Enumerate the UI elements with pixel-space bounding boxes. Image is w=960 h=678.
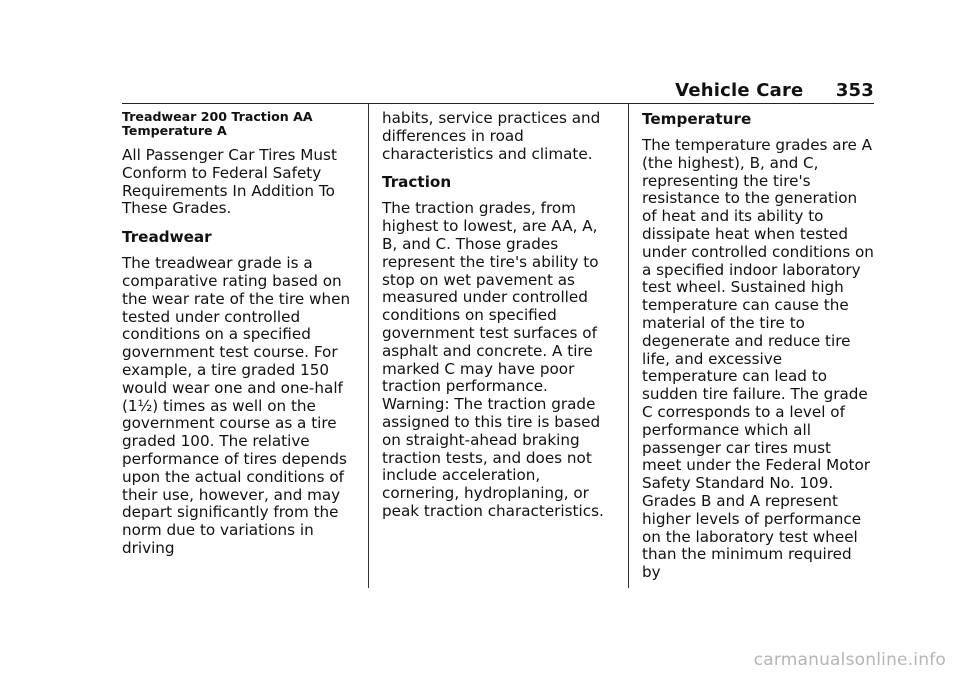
column-2 — [382, 110, 614, 531]
page-number: 353 — [835, 80, 874, 101]
traction-heading: Traction — [382, 173, 452, 192]
grade-example-line: Treadwear 200 Traction AA Temperature A — [122, 109, 313, 138]
header-rule — [122, 103, 874, 104]
column-divider-1 — [368, 104, 369, 588]
watermark: carmanualsonline.info — [753, 650, 946, 670]
page-header — [122, 80, 874, 104]
treadwear-paragraph: The treadwear grade is a comparative rating based on the wear rate of the tire when tested under controlled conditions on a specified government test course. For example, a tire graded 150 would wear one and one-half (1½) times as well on the government course as a tire graded 100. The relative performance of tires depends upon the actual conditions of their use, however, and may depart significantly from the norm due to variations in driving — [122, 254, 351, 557]
column-divider-2 — [628, 104, 629, 588]
temperature-paragraph: The temperature grades are A (the highest), B, and C, representing the tire's resistance to the generation of heat and its ability to dissipate heat when tested under controlled conditions on a specified indoor laboratory test wheel. Sustained high temperature can cause the material of the tire to degenerate and reduce tire life, and excessive temperature can lead to sudden tire failure. The grade C corresponds to a level of performance which all passenger car tires must meet under the Federal Motor Safety Standard No. 109. Grades B and A represent higher levels of performance on the laboratory test wheel than the minimum required by — [642, 136, 874, 582]
header-title — [675, 80, 874, 101]
treadwear-heading: Treadwear — [122, 228, 212, 247]
conform-paragraph: All Passenger Car Tires Must Conform to Federal Safety Requirements In Addition To These Grades. — [122, 146, 337, 218]
continuation-paragraph: habits, service practices and differences in road characteristics and climate. — [382, 109, 601, 163]
traction-paragraph: The traction grades, from highest to lowest, are AA, A, B, and C. Those grades represent the tire's ability to stop on wet pavement as measured under controlled conditions on specified government test surfaces of asphalt and concrete. A tire marked C may have poor traction performance. Warning: The traction grade assigned to this tire is based on straight-ahead braking traction tests, and does not include acceleration, cornering, hydroplaning, or peak traction characteristics. — [382, 199, 604, 520]
column-3 — [642, 110, 874, 592]
section-title: Vehicle Care — [675, 80, 804, 101]
temperature-heading: Temperature — [642, 110, 752, 128]
column-1 — [122, 110, 354, 568]
